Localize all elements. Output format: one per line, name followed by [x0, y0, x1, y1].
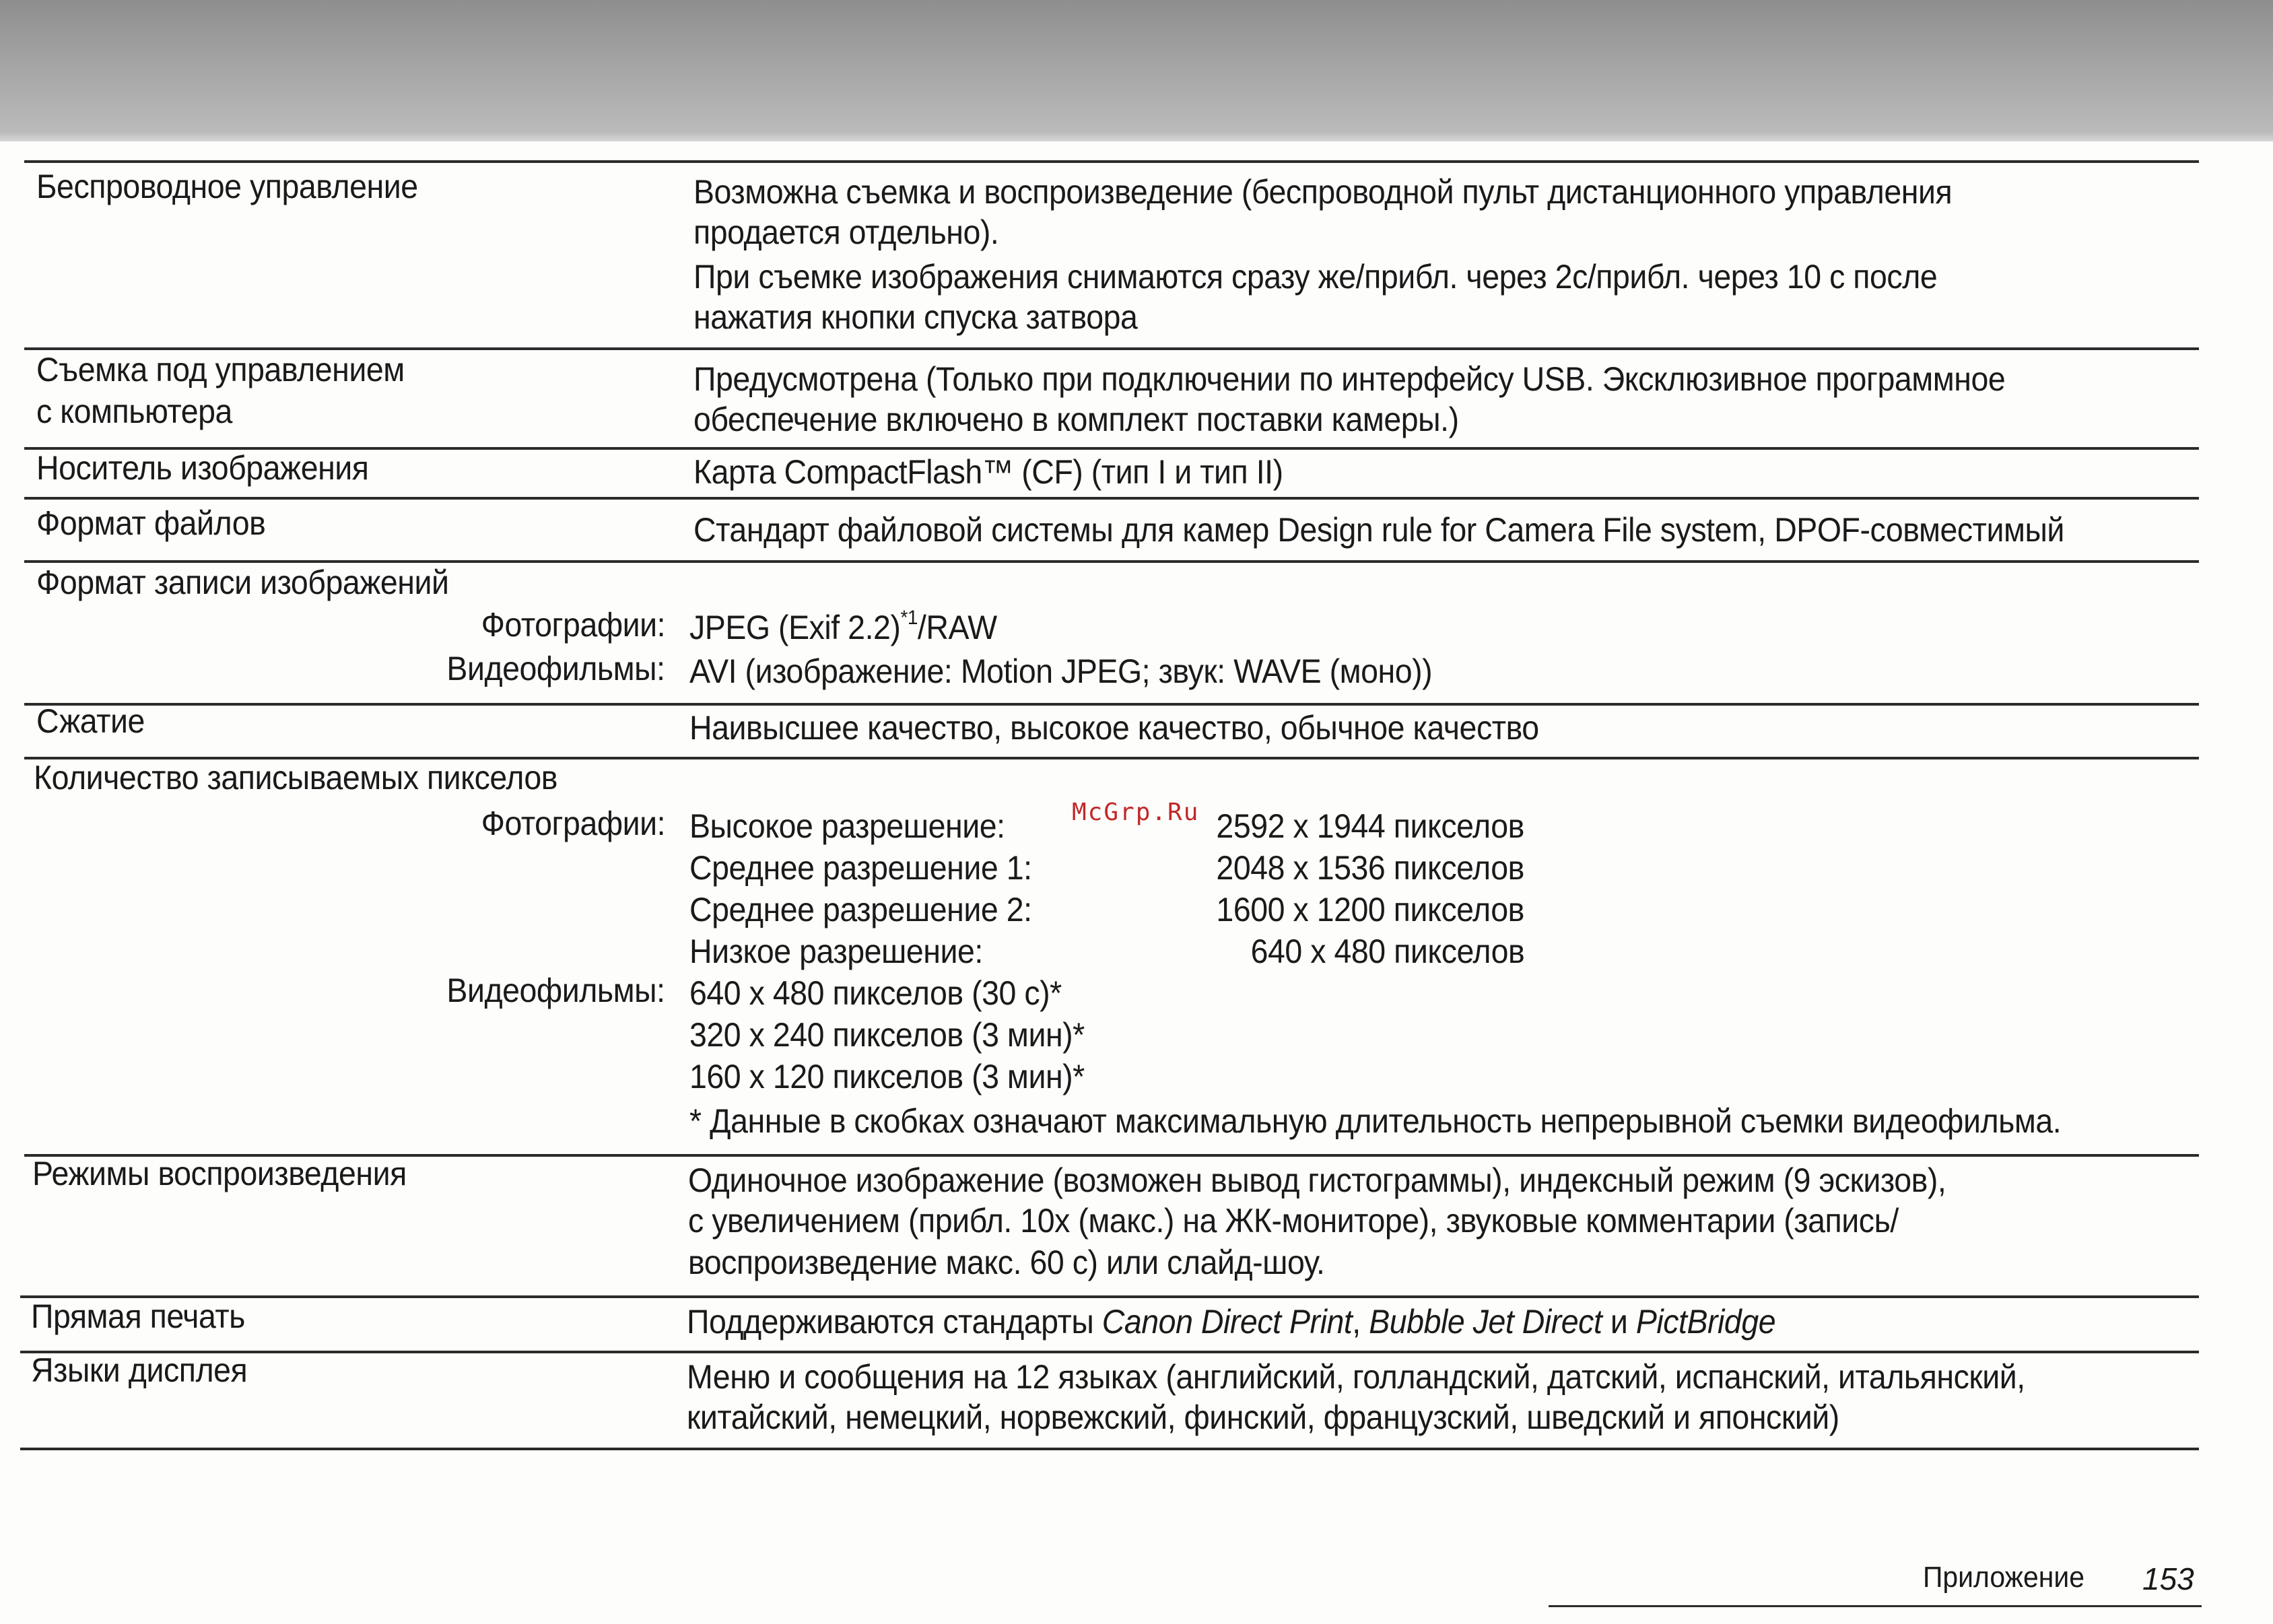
video-resolution: 160 x 120 пикселов (3 мин)*	[689, 1058, 1085, 1095]
row-label-playback: Режимы воспроизведения	[32, 1155, 407, 1192]
row-value-line: продается отдельно).	[693, 213, 999, 251]
row-value: JPEG (Exif 2.2)$^{*1}$/RAW	[689, 607, 997, 646]
row-divider	[24, 160, 2199, 163]
resolution-name: Низкое разрешение:	[689, 933, 983, 970]
row-value-line: китайский, немецкий, норвежский, финский, французский, шведский и японский)	[687, 1398, 1839, 1436]
row-label-pc-shooting: Съемка под управлением	[36, 351, 405, 388]
row-value-line: нажатия кнопки спуска затвора	[693, 298, 1138, 336]
resolution-name: Среднее разрешение 1:	[689, 849, 1032, 887]
watermark: McGrp.Ru	[1072, 799, 1200, 826]
row-value: Карта CompactFlash™ (CF) (тип I и тип II)	[693, 453, 1283, 491]
row-divider	[20, 1351, 2199, 1353]
row-divider	[20, 1448, 2199, 1450]
sublabel-videos: Видеофильмы:	[446, 972, 665, 1009]
row-divider	[24, 703, 2199, 706]
sublabel-photos: Фотографии:	[481, 606, 665, 644]
row-label-media: Носитель изображения	[36, 449, 369, 487]
row-value-line: При съемке изображения снимаются сразу же/прибл. через 2с/прибл. через 10 с после	[693, 258, 1938, 296]
row-label-pc-shooting: с компьютера	[36, 393, 232, 430]
row-value-line: обеспечение включено в комплект поставки камеры.)	[693, 401, 1459, 438]
row-label-wireless: Беспроводное управление	[36, 168, 418, 205]
row-label-languages: Языки дисплея	[31, 1351, 248, 1389]
row-value: AVI (изображение: Motion JPEG; звук: WAVE (моно))	[689, 652, 1433, 690]
video-resolution: 320 x 240 пикселов (3 мин)*	[689, 1016, 1085, 1054]
resolution-name: Среднее разрешение 2:	[689, 891, 1032, 928]
resolution-value: 640 x 480 пикселов	[1250, 933, 1524, 970]
row-label-file-format: Формат файлов	[36, 504, 266, 542]
resolution-name: Высокое разрешение:	[689, 807, 1005, 845]
resolution-value: 2048 x 1536 пикселов	[1216, 849, 1524, 887]
page-number: 153	[2142, 1561, 2194, 1596]
footnote: * Данные в скобках означают максимальную длительность непрерывной съемки видеофильма.	[689, 1102, 2062, 1140]
row-value: Стандарт файловой системы для камер Design rule for Camera File system, DPOF-совместимый	[693, 511, 2064, 549]
header-band	[0, 0, 2273, 141]
row-label-record-format: Формат записи изображений	[36, 564, 449, 601]
resolution-value: 2592 x 1944 пикселов	[1216, 807, 1524, 845]
row-value-line: Меню и сообщения на 12 языках (английский, голландский, датский, испанский, итальянский,	[687, 1358, 2025, 1396]
row-divider	[24, 497, 2199, 500]
footer-rule	[1549, 1605, 2202, 1607]
row-label-pixels: Количество записываемых пикселов	[34, 759, 558, 797]
footer-section: Приложение	[1923, 1561, 2085, 1594]
sublabel-photos: Фотографии:	[481, 805, 665, 842]
video-resolution: 640 x 480 пикселов (30 с)*	[689, 974, 1062, 1012]
row-value-line: с увеличением (прибл. 10x (макс.) на ЖК-мониторе), звуковые комментарии (запись/	[688, 1202, 1899, 1240]
resolution-value: 1600 x 1200 пикселов	[1216, 891, 1524, 928]
sublabel-videos: Видеофильмы:	[446, 650, 665, 687]
row-value-line: Предусмотрена (Только при подключении по интерфейсу USB. Эксклюзивное программное	[693, 360, 2006, 398]
row-divider	[20, 1295, 2199, 1298]
row-value-line: Одиночное изображение (возможен вывод гистограммы), индексный режим (9 эскизов),	[688, 1161, 1946, 1199]
row-value: Наивысшее качество, высокое качество, обычное качество	[689, 709, 1539, 747]
row-label-direct-print: Прямая печать	[31, 1297, 245, 1335]
row-value-line: воспроизведение макс. 60 с) или слайд-шоу.	[688, 1244, 1325, 1281]
row-value: Поддерживаются стандарты Canon Direct Print, Bubble Jet Direct и PictBridge	[687, 1303, 1776, 1341]
row-value-line: Возможна съемка и воспроизведение (беспроводной пульт дистанционного управления	[693, 173, 1953, 211]
row-label-compression: Сжатие	[36, 702, 145, 740]
